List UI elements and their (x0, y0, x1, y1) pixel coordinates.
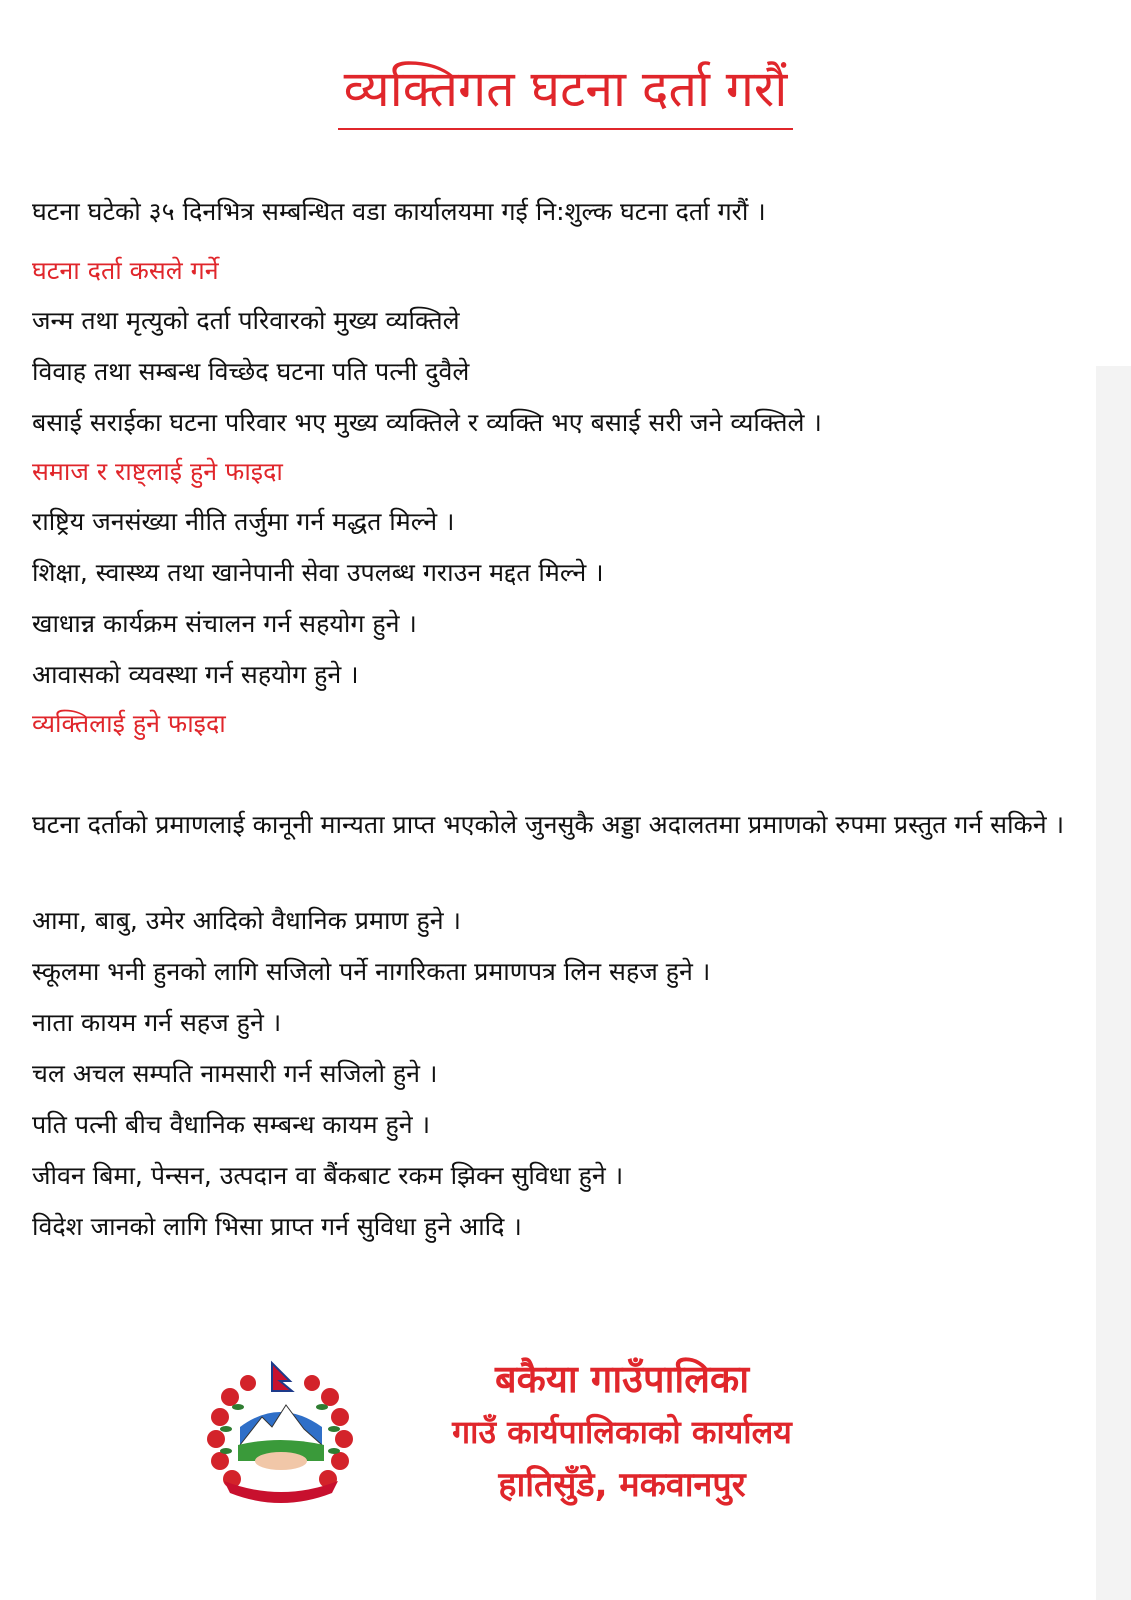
section-heading-individual-benefits: व्यक्तिलाई हुने फाइदा (32, 709, 226, 738)
section-heading-who-registers: घटना दर्ता कसले गर्ने (32, 256, 219, 285)
list-item: विदेश जानको लागि भिसा प्राप्त गर्न सुविधा हुने आदि । (32, 1212, 522, 1241)
list-item: पति पत्नी बीच वैधानिक सम्बन्ध कायम हुने । (32, 1110, 431, 1139)
list-item: जन्म तथा मृत्युको दर्ता परिवारको मुख्य व्यक्तिले (32, 306, 460, 335)
individual-benefits-paragraph: घटना दर्ताको प्रमाणलाई कानूनी मान्यता प्राप्त भएकोले जुनसुकै अड्डा अदालतमा प्रमाणको रुपमा प्रस्तुत गर्न सकिने । (32, 810, 1065, 839)
office-name: गाउँ कार्यपालिकाको कार्यालय (452, 1413, 792, 1451)
list-item: चल अचल सम्पति नामसारी गर्न सजिलो हुने । (32, 1059, 438, 1088)
list-item: विवाह तथा सम्बन्ध विच्छेद घटना पति पत्नी दुवैले (32, 357, 470, 386)
list-item: बसाई सराईका घटना परिवार भए मुख्य व्यक्तिले र व्यक्ति भए बसाई सरी जने व्यक्तिले । (32, 408, 822, 437)
list-item: आमा, बाबु, उमेर आदिको वैधानिक प्रमाण हुने । (32, 906, 462, 935)
content (32, 186, 1112, 1252)
intro-text: घटना घटेको ३५ दिनभित्र सम्बन्धित वडा कार्यालयमा गई नि:शुल्क घटना दर्ता गरौं । (32, 197, 766, 226)
spacer (32, 851, 1112, 895)
office-address: हातिसुँडे, मकवानपुर (498, 1465, 746, 1505)
list-item: आवासको व्यवस्था गर्न सहयोग हुने । (32, 660, 359, 689)
municipality-name: बकैया गाउँपालिका (494, 1357, 750, 1401)
page-title: व्यक्तिगत घटना दर्ता गरौं (338, 52, 794, 130)
footer-text (362, 1353, 882, 1511)
list-item: जीवन बिमा, पेन्सन, उत्पदान वा बैंकबाट रकम झिक्न सुविधा हुने । (32, 1161, 624, 1190)
page-edge-shade (1096, 366, 1131, 1600)
footer (200, 1353, 900, 1513)
spacer (32, 748, 1112, 798)
nepal-emblem-icon (200, 1357, 362, 1507)
list-item: नाता कायम गर्न सहज हुने । (32, 1008, 282, 1037)
list-item: राष्ट्रिय जनसंख्या नीति तर्जुमा गर्न मद्धत मिल्ने । (32, 507, 455, 536)
list-item: खाधान्न कार्यक्रम संचालन गर्न सहयोग हुने । (32, 609, 417, 638)
section-heading-society-benefits: समाज र राष्ट्लाई हुने फाइदा (32, 457, 283, 486)
title-wrap (0, 52, 1131, 130)
list-item: स्कूलमा भनी हुनको लागि सजिलो पर्ने नागरिकता प्रमाणपत्र लिन सहज हुने । (32, 957, 711, 986)
list-item: शिक्षा, स्वास्थ्य तथा खानेपानी सेवा उपलब्ध गराउन मद्दत मिल्ने । (32, 558, 604, 587)
